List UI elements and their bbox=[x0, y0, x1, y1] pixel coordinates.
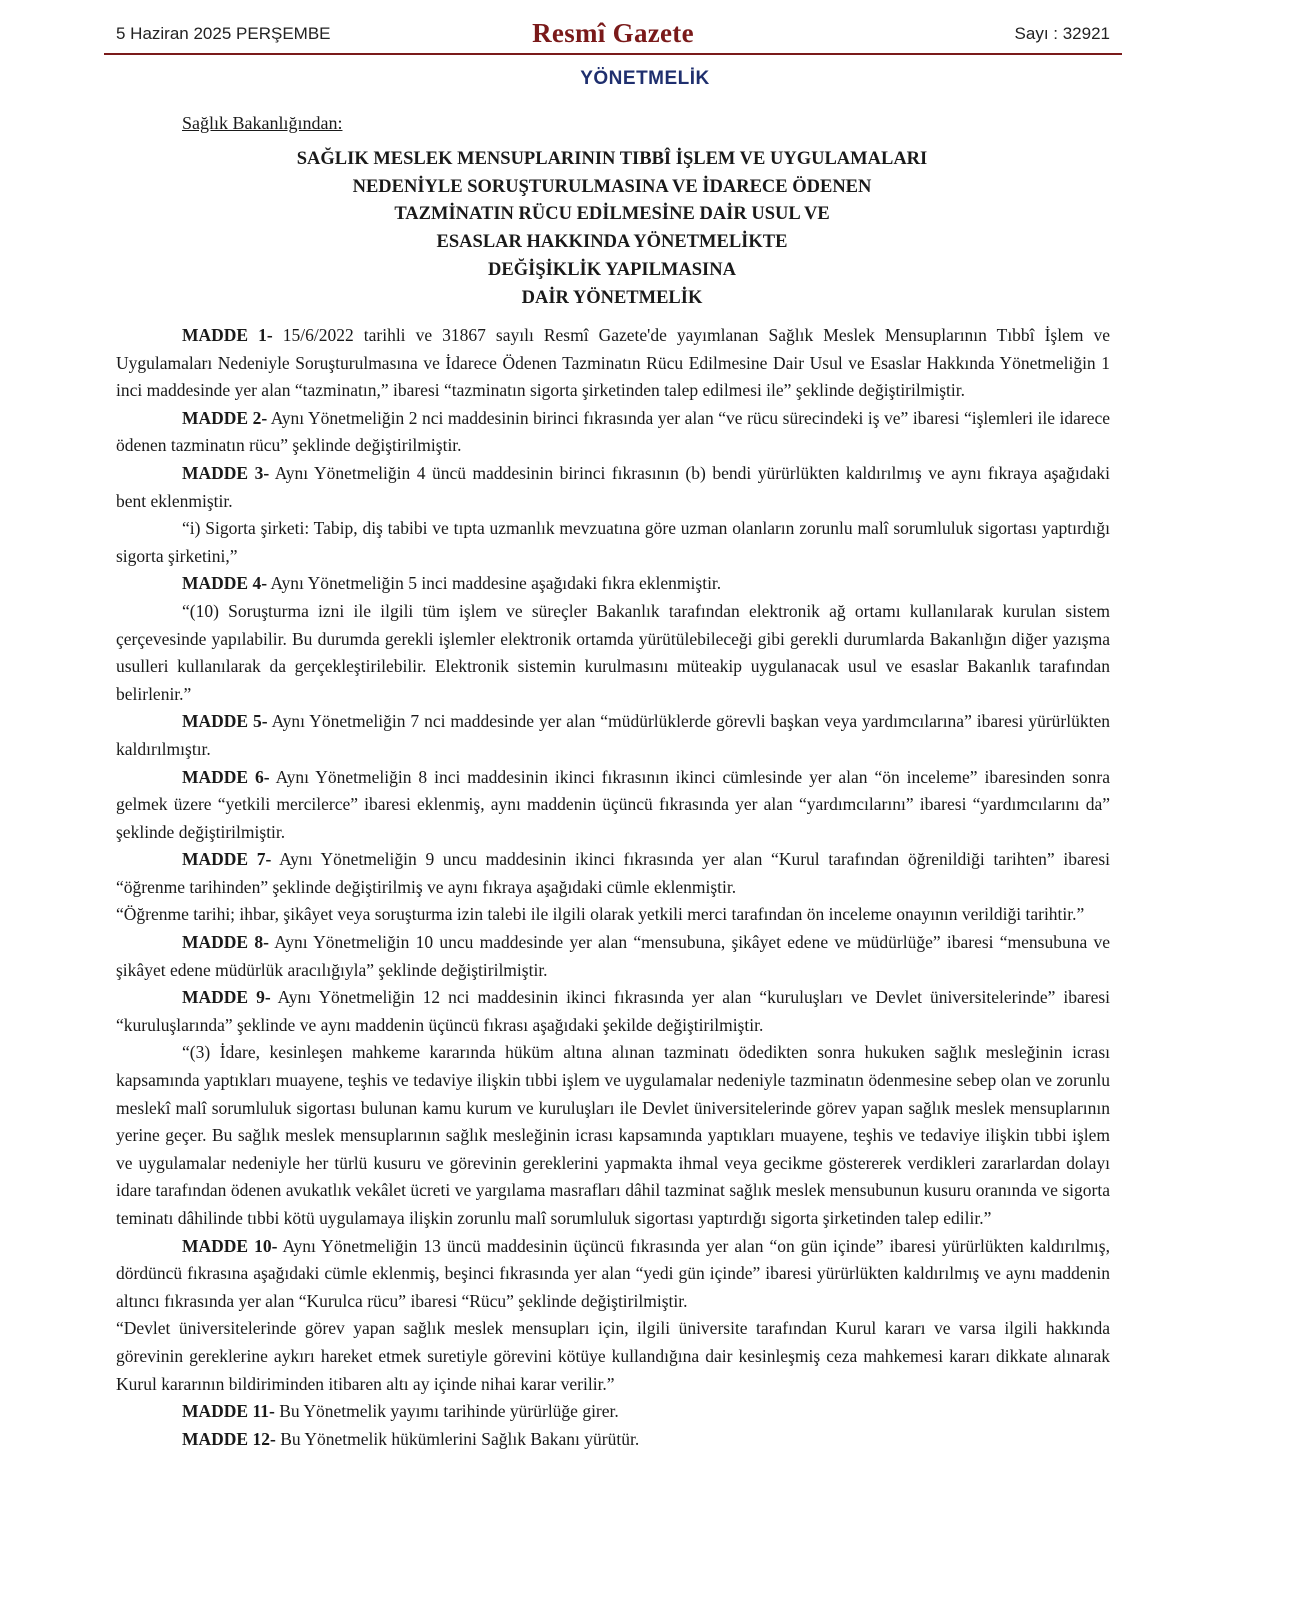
quoted-text-paragraph bbox=[116, 598, 1110, 708]
article-paragraph bbox=[116, 984, 1110, 1039]
article-label: MADDE 8- bbox=[182, 932, 269, 953]
article-text: Aynı Yönetmeliğin 8 inci maddesinin ikinci fıkrasının ikinci cümlesinde yer alan “ön inceleme” ibaresinden sonra gelmek üzere “yetkili mercilerce” ibaresi eklenmiş, aynı maddenin üçüncü fıkrasında yer alan “yardımcılarını” ibaresi “yardımcılarını da” şeklinde değiştirilmiştir. bbox=[116, 766, 1110, 842]
article-paragraph bbox=[116, 1398, 1110, 1426]
article-label: MADDE 9- bbox=[182, 987, 271, 1008]
article-label: MADDE 7- bbox=[182, 849, 272, 870]
quoted-text-paragraph bbox=[116, 901, 1110, 929]
issue-number: Sayı : 32921 bbox=[1014, 24, 1110, 43]
article-label: MADDE 5- bbox=[182, 711, 268, 732]
article-text: “Devlet üniversitelerinde görev yapan sağlık meslek mensupları için, ilgili üniversite tarafından Kurul kararı ve varsa ilgili hakkında görevinin gereklerine aykırı hareket etmek suretiyle görevini kötüye kullandığına dair kesinleşmiş ceza mahkemesi kararı dikkate alınarak Kurul kararının bildiriminden itibaren altı ay içinde nihai karar verilir.” bbox=[116, 1318, 1110, 1394]
gazette-header bbox=[104, 18, 1122, 52]
article-text: Aynı Yönetmeliğin 4 üncü maddesinin birinci fıkrasının (b) bendi yürürlükten kaldırılmış ve aynı fıkraya aşağıdaki bent eklenmiştir. bbox=[116, 462, 1110, 511]
regulation-title-line: NEDENİYLE SORUŞTURULMASINA VE İDARECE ÖDENEN bbox=[352, 176, 872, 197]
article-text: Aynı Yönetmeliğin 13 üncü maddesinin üçüncü fıkrasında yer alan “on gün içinde” ibaresi yürürlükten kaldırılmış, dördüncü fıkrasına aşağıdaki cümle eklenmiş, beşinci fıkrasında yer alan “yedi gün içinde” ibaresi yürürlükten kaldırılmış ve aynı maddenin altıncı fıkrasında yer alan “Kurulca rücu” ibaresi “Rücu” şeklinde değiştirilmiştir. bbox=[116, 1235, 1110, 1311]
article-paragraph bbox=[116, 764, 1110, 847]
article-label: MADDE 10- bbox=[182, 1235, 278, 1256]
header-divider bbox=[104, 53, 1122, 55]
article-text: “(10) Soruşturma izni ile ilgili tüm işlem ve süreçler Bakanlık tarafından elektronik ağ ortamı kullanılarak kurulan sistem çerçevesinde yapılabilir. Bu durumda gerekli işlemler elektronik ortamda yürütülebileceği gibi gerekli durumlarda Bakanlığın diğer yazışma usulleri kullanılarak da gerçekleştirilebilir. Elektronik sistemin kurulmasını müteakip uygulanacak usul ve esaslar Bakanlık tarafından belirlenir.” bbox=[116, 600, 1110, 704]
gazette-masthead: Resmî Gazete bbox=[532, 18, 694, 48]
article-label: MADDE 11- bbox=[182, 1401, 275, 1422]
regulation-title-line: SAĞLIK MESLEK MENSUPLARININ TIBBÎ İŞLEM VE UYGULAMALARI bbox=[296, 149, 928, 169]
article-paragraph bbox=[116, 1233, 1110, 1316]
article-text: “Öğrenme tarihi; ihbar, şikâyet veya soruşturma izin talebi ile ilgili olarak yetkili merci tarafından ön inceleme onayının verildiği tarihtir.” bbox=[116, 904, 1085, 925]
article-label: MADDE 12- bbox=[182, 1428, 276, 1449]
article-text: 15/6/2022 tarihli ve 31867 sayılı Resmî Gazete'de yayımlanan Sağlık Meslek Mensuplarının Tıbbî İşlem ve Uygulamaları Nedeniyle Soruşturulmasına ve İdarece Ödenen Tazminatın Rücu Edilmesine Dair Usul ve Esaslar Hakkında Yönetmeliğin 1 inci maddesinde yer alan “tazminatın,” ibaresi “tazminatın sigorta şirketinden talep edilmesi ile” şeklinde değiştirilmiştir. bbox=[116, 325, 1110, 401]
article-paragraph bbox=[116, 929, 1110, 984]
quoted-text-paragraph bbox=[116, 1039, 1110, 1232]
quoted-text-paragraph bbox=[116, 515, 1110, 570]
regulation-body bbox=[116, 322, 1110, 1453]
regulation-title-line: ESASLAR HAKKINDA YÖNETMELİKTE bbox=[436, 232, 788, 253]
article-label: MADDE 2- bbox=[182, 407, 268, 428]
article-label: MADDE 3- bbox=[182, 462, 270, 483]
regulation-title-line: TAZMİNATIN RÜCU EDİLMESİNE DAİR USUL VE bbox=[394, 204, 830, 225]
article-label: MADDE 1- bbox=[182, 325, 273, 345]
article-text: Bu Yönetmelik hükümlerini Sağlık Bakanı yürütür. bbox=[275, 1428, 640, 1449]
article-text: “(3) İdare, kesinleşen mahkeme kararında hüküm altına alınan tazminatı ödedikten sonra hukuken sağlık mesleğinin icrası kapsamında yaptıkları muayene, teşhis ve tedaviye ilişkin tıbbi işlem ve uygulamalar nedeniyle tazminatın ödenmesine sebep olan ve zorunlu meslekî malî sorumluluk sigortası bulunan kamu kurum ve kuruluşları ile Devlet üniversitelerinde görev yapan sağlık meslek mensuplarının yerine geçer. Bu sağlık meslek mensuplarının sağlık mesleğinin icrası kapsamında yaptıkları muayene, teşhis ve tedaviye ilişkin tıbbi işlem ve uygulamalar nedeniyle her türlü kusuru ve görevinin gereklerini yapmakta ihmal veya gecikme göstererek verdikleri zararlardan dolayı idare tarafından ödenen avukatlık vekâlet ücreti ve yargılama masrafları dâhil tazminat sağlık meslek mensubunun kusuru oranında ve sigorta teminatı dâhilinde tıbbi kötü uygulamaya ilişkin zorunlu malî sorumluluk sigortası yaptırdığı sigorta şirketinden talep edilir.” bbox=[116, 1042, 1110, 1228]
article-paragraph bbox=[116, 405, 1110, 460]
article-label: MADDE 4- bbox=[182, 573, 268, 594]
article-text: Aynı Yönetmeliğin 10 uncu maddesinde yer alan “mensubuna, şikâyet edene ve müdürlüğe” ibaresi “mensubuna ve şikâyet edene müdürlük aracılığıyla” şeklinde değiştirilmiştir. bbox=[116, 932, 1110, 980]
article-text: Aynı Yönetmeliğin 2 nci maddesinin birinci fıkrasında yer alan “ve rücu sürecindeki iş ve” ibaresi “işlemleri ile idarece ödenen tazminatın rücu” şeklinde değiştirilmiştir. bbox=[116, 407, 1110, 456]
regulation-title-line: DEĞİŞİKLİK YAPILMASINA bbox=[488, 259, 736, 280]
article-text: Aynı Yönetmeliğin 12 nci maddesinin ikinci fıkrasında yer alan “kuruluşları ve Devlet üniversitelerinde” ibaresi “kuruluşlarında” şeklinde ve aynı maddenin üçüncü fıkrası aşağıdaki şekilde değiştirilmiştir. bbox=[116, 987, 1111, 1035]
article-text: “i) Sigorta şirketi: Tabip, diş tabibi ve tıpta uzmanlık mevzuatına göre uzman olanların zorunlu malî sorumluluk sigortası yaptırdığı sigorta şirketini,” bbox=[116, 518, 1110, 566]
regulation-title-line: DAİR YÖNETMELİK bbox=[521, 287, 703, 308]
article-text: Aynı Yönetmeliğin 9 uncu maddesinin ikinci fıkrasında yer alan “Kurul tarafından öğrenildiği tarihten” ibaresi “öğrenme tarihinden” şeklinde değiştirilmiş ve aynı fıkraya aşağıdaki cümle eklenmiştir. bbox=[116, 849, 1110, 897]
article-paragraph bbox=[116, 708, 1110, 763]
article-text: Aynı Yönetmeliğin 7 nci maddesinde yer alan “müdürlüklerde görevli başkan veya yardımcılarına” ibaresi yürürlükten kaldırılmıştır. bbox=[116, 711, 1110, 759]
article-paragraph bbox=[116, 1426, 1110, 1454]
quoted-text-paragraph bbox=[116, 1315, 1110, 1398]
section-title: YÖNETMELİK bbox=[580, 68, 710, 89]
issue-date: 5 Haziran 2025 PERŞEMBE bbox=[116, 24, 331, 43]
article-paragraph bbox=[116, 570, 1110, 598]
article-label: MADDE 6- bbox=[182, 766, 270, 787]
article-paragraph bbox=[116, 322, 1110, 405]
regulation-title bbox=[0, 146, 1224, 312]
article-text: Bu Yönetmelik yayımı tarihinde yürürlüğe girer. bbox=[274, 1401, 619, 1422]
issuing-authority: Sağlık Bakanlığından: bbox=[182, 113, 343, 133]
article-paragraph bbox=[116, 460, 1110, 515]
article-paragraph bbox=[116, 846, 1110, 901]
article-text: Aynı Yönetmeliğin 5 inci maddesine aşağıdaki fıkra eklenmiştir. bbox=[267, 573, 722, 594]
